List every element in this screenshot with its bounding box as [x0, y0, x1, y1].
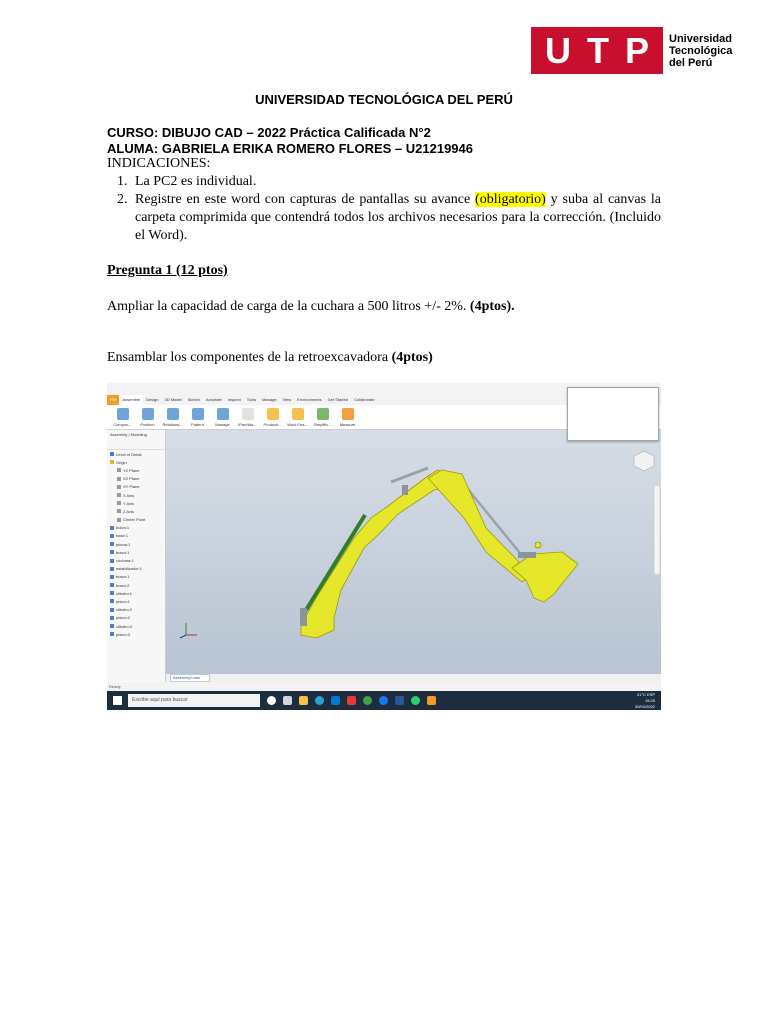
tree-item [107, 450, 165, 458]
pin-part [535, 542, 541, 548]
logo-letter-p: P [624, 29, 649, 71]
logo-line-1: Universidad [669, 32, 732, 45]
logo-line-3: del Perú [669, 56, 713, 69]
indications-list [107, 173, 661, 245]
part-icon [110, 542, 114, 546]
part-icon [110, 632, 114, 636]
base-pin [300, 608, 307, 626]
folder-icon [110, 452, 114, 456]
facebook-icon [379, 696, 388, 705]
work-features-icon [292, 408, 304, 420]
status-bar: Ready [107, 682, 661, 691]
tree-label: XZ Plane [123, 476, 140, 482]
manage-icon [217, 408, 229, 420]
ribbon-label: Measure [339, 422, 356, 427]
file-explorer-icon [299, 696, 308, 705]
item-text: La PC2 es individual. [135, 174, 257, 189]
tree-label: brazo:1 [116, 549, 130, 555]
ribbon-button [186, 405, 209, 427]
tree-label: base:1 [116, 533, 129, 539]
part-icon [110, 599, 114, 603]
tab-annotate: Annotate [205, 397, 222, 402]
tree-label: YZ Plane [123, 467, 140, 473]
browser-tabs: Assembly | Modeling [107, 430, 165, 450]
tree-item [107, 466, 165, 474]
paragraph-text: Ampliar la capacidad de carga de la cuchara a 500 litros +/- 2%. [107, 299, 470, 314]
logo-text [669, 33, 732, 69]
tab-manage: Manage [262, 397, 277, 402]
store-icon [331, 696, 340, 705]
tree-item [107, 475, 165, 483]
tree-label: cuchara:1 [116, 558, 134, 564]
tree-label: Origin [116, 459, 127, 465]
ribbon-button [311, 405, 334, 427]
tab-view: View [282, 397, 292, 402]
part-icon [110, 608, 114, 612]
course-line: CURSO: DIBUJO CAD – 2022 Práctica Calificada N°2 [107, 125, 431, 140]
position-icon [142, 408, 154, 420]
part-icon [110, 559, 114, 563]
tree-item [107, 589, 165, 597]
indications-label: INDICACIONES: [107, 156, 211, 171]
tree-label: X Axis [123, 492, 135, 498]
tab-tools: Tools [246, 397, 257, 402]
tree-item [107, 540, 165, 548]
point-icon [117, 518, 121, 522]
plane-icon [117, 485, 121, 489]
document-tab: Assembly3.iam [170, 674, 210, 682]
tree-label: pluma:1 [116, 541, 131, 547]
tree-label: XY Plane [123, 484, 140, 490]
tree-item [107, 499, 165, 507]
tab-inspect: Inspect [227, 397, 241, 402]
logo-box [531, 27, 663, 74]
ribbon-label: Producti... [263, 422, 282, 427]
tree-item [107, 565, 165, 573]
tree-item [107, 524, 165, 532]
points-label: (4ptos). [469, 299, 515, 314]
tree-label: estabilizador:1 [116, 566, 142, 572]
tree-label: cilindro:2 [116, 607, 133, 613]
ribbon-label: Relations... [162, 422, 183, 427]
navigation-bar [654, 485, 660, 575]
document-title: UNIVERSIDAD TECNOLÓGICA DEL PERÚ [255, 92, 513, 107]
ribbon-button [161, 405, 184, 427]
linkage-part [518, 552, 536, 558]
whatsapp-icon [411, 696, 420, 705]
ribbon-button [236, 405, 259, 427]
youtube-icon [347, 696, 356, 705]
logo-letter-t: T [586, 29, 609, 71]
part-icon [110, 526, 114, 530]
part-icon [110, 583, 114, 587]
axis-icon [117, 493, 121, 497]
relations-icon [167, 408, 179, 420]
tree-item [107, 483, 165, 491]
ribbon-label: Simplific... [313, 422, 332, 427]
ribbon-button [261, 405, 284, 427]
ribbon-label: Position [140, 422, 155, 427]
tree-label: piston:3 [116, 631, 131, 637]
taskbar-search: Escribe aquí para buscar [128, 694, 260, 707]
tab-get-started: Get Started [327, 397, 349, 402]
points-label: (4ptos) [391, 350, 433, 365]
ribbon-label: Manage [215, 422, 230, 427]
tree-item [107, 581, 165, 589]
bucket-part [512, 552, 578, 602]
chrome-icon [363, 696, 372, 705]
tab-3d-model: 3D Model [164, 397, 182, 402]
ribbon-button [136, 405, 159, 427]
part-icon [110, 567, 114, 571]
student-line: ALUMA: GABRIELA ERIKA ROMERO FLORES – U21219946 [107, 141, 473, 156]
part-icon [110, 616, 114, 620]
tree-item [107, 573, 165, 581]
plane-icon [117, 477, 121, 481]
ribbon-button [336, 405, 359, 427]
tree-item [107, 491, 165, 499]
paragraph-assembly [107, 350, 433, 366]
tree-item [107, 548, 165, 556]
tree-item [107, 622, 165, 630]
component-icon [117, 408, 129, 420]
clock-time: 15:25 [644, 697, 655, 703]
tab-file: File [107, 395, 119, 405]
simplification-icon [317, 408, 329, 420]
tree-label: Level of Detail [116, 451, 142, 457]
inventor-icon [427, 696, 436, 705]
task-view-icon [283, 696, 292, 705]
document-tabs [166, 674, 661, 682]
tree-item [107, 614, 165, 622]
tree-label: brazo:1 [116, 574, 130, 580]
paragraph-text: Ensamblar los componentes de la retroexcavadora [107, 350, 392, 365]
system-tray [635, 692, 655, 710]
windows-taskbar [107, 691, 661, 710]
logo-line-2: Tecnológica [669, 44, 733, 57]
tree-item [107, 556, 165, 564]
word-icon [395, 696, 404, 705]
tab-collaborate: Collaborate [354, 397, 375, 402]
tree-item [107, 507, 165, 515]
tab-sketch: Sketch [187, 397, 200, 402]
arm-part [428, 470, 530, 582]
tree-item [107, 532, 165, 540]
tree-label: Y Axis [123, 500, 135, 506]
item-text-before: Registre en este word con capturas de pantallas su avance [135, 192, 476, 207]
tree-label: brazo:2 [116, 582, 130, 588]
part-icon [110, 624, 114, 628]
z-axis-icon [180, 635, 186, 638]
productivity-icon [267, 408, 279, 420]
tree-label: cilindro:3 [116, 623, 133, 629]
clock-date: 30/04/2022 [634, 703, 655, 709]
axis-icon [117, 509, 121, 513]
tree-item [107, 630, 165, 638]
window-preview-thumbnail [567, 387, 659, 441]
view-cube-icon [634, 451, 654, 471]
ribbon-label: Work Fea... [287, 422, 308, 427]
joint-pin [402, 485, 408, 495]
tree-label: piston:2 [116, 615, 131, 621]
ribbon-button [286, 405, 309, 427]
tree-item [107, 458, 165, 466]
inventor-screenshot [107, 383, 661, 710]
model-browser [107, 430, 166, 682]
list-item [131, 173, 661, 191]
tree-label: piston:1 [116, 598, 131, 604]
tree-label: cilindro:1 [116, 590, 133, 596]
plane-icon [117, 468, 121, 472]
tab-assemble: Assemble [119, 395, 143, 405]
tree-item [107, 597, 165, 605]
folder-icon [110, 460, 114, 464]
backhoe-model [166, 430, 661, 674]
tab-design: Design [146, 397, 159, 402]
question-heading: Pregunta 1 (12 ptos) [107, 263, 228, 278]
tree-item [107, 516, 165, 524]
tab-environments: Environments [297, 397, 322, 402]
windows-icon [113, 696, 122, 705]
ribbon-button [111, 405, 134, 427]
ipart-icon [242, 408, 254, 420]
ribbon-label: Compon... [113, 422, 132, 427]
tree-label: bulon:1 [116, 525, 130, 531]
part-icon [110, 591, 114, 595]
logo-letter-u: U [544, 29, 571, 71]
utp-logo [531, 27, 732, 74]
part-icon [110, 575, 114, 579]
cortana-icon [267, 696, 276, 705]
pattern-icon [192, 408, 204, 420]
boom-part [301, 470, 459, 638]
ribbon-label: Pattern [191, 422, 204, 427]
ribbon-label: iPart/iAs... [238, 422, 257, 427]
measure-icon [342, 408, 354, 420]
tray-status: 21°C ESP [636, 691, 655, 697]
paragraph-capacity [107, 299, 515, 315]
edge-icon [315, 696, 324, 705]
axis-icon [117, 501, 121, 505]
tree-label: Center Point [123, 517, 146, 523]
part-icon [110, 550, 114, 554]
tree-item [107, 606, 165, 614]
tree-label: Z Axis [123, 508, 134, 514]
part-icon [110, 534, 114, 538]
graphics-window [166, 430, 661, 674]
ribbon-button [211, 405, 234, 427]
highlighted-text: (obligatorio) [475, 192, 546, 207]
list-item [131, 191, 661, 245]
item-text-after: y suba al canvas la carpeta comprimida que contendrá todos los archivos necesarios para la corrección. (Incluido el Word). [135, 192, 661, 243]
